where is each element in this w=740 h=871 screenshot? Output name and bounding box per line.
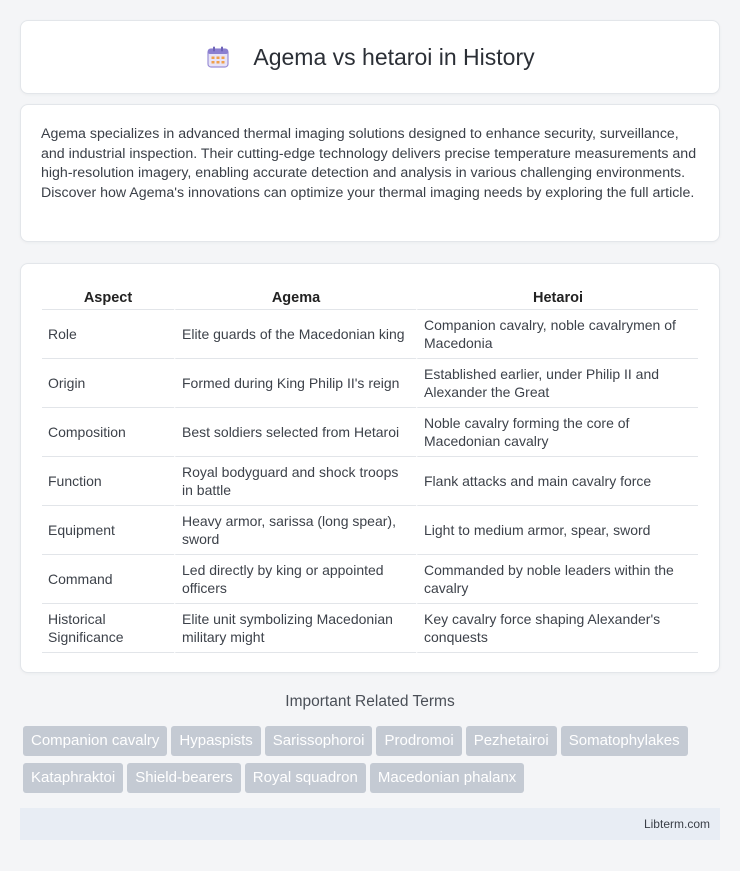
related-terms-list — [23, 726, 723, 800]
related-term-tag[interactable]: Pezhetairoi — [466, 726, 557, 756]
header-agema: Agema — [174, 284, 416, 310]
footer-site-link[interactable]: Libterm.com — [643, 817, 710, 831]
aspect-cell: Origin — [42, 359, 174, 408]
table-row — [42, 555, 698, 604]
agema-cell: Royal bodyguard and shock troops in battle — [174, 457, 416, 506]
related-term-tag[interactable]: Hypaspists — [171, 726, 260, 756]
agema-cell: Led directly by king or appointed officers — [174, 555, 416, 604]
table-row — [42, 604, 698, 653]
related-term-tag[interactable]: Somatophylakes — [561, 726, 688, 756]
header-card — [20, 20, 720, 94]
related-term-tag[interactable]: Macedonian phalanx — [370, 763, 524, 793]
agema-cell: Best soldiers selected from Hetaroi — [174, 408, 416, 457]
table-row — [42, 310, 698, 359]
aspect-cell: Historical Significance — [42, 604, 174, 653]
related-term-tag[interactable]: Companion cavalry — [23, 726, 167, 756]
table-row — [42, 359, 698, 408]
hetaroi-cell: Noble cavalry forming the core of Macedonian cavalry — [416, 408, 698, 457]
table-row — [42, 457, 698, 506]
calendar-icon — [205, 44, 231, 70]
aspect-cell: Equipment — [42, 506, 174, 555]
hetaroi-cell: Established earlier, under Philip II and Alexander the Great — [416, 359, 698, 408]
related-term-tag[interactable]: Royal squadron — [245, 763, 366, 793]
page-title: Agema vs hetaroi in History — [253, 43, 535, 70]
comparison-table — [42, 284, 698, 653]
aspect-cell: Role — [42, 310, 174, 359]
hetaroi-cell: Commanded by noble leaders within the cavalry — [416, 555, 698, 604]
hetaroi-cell: Flank attacks and main cavalry force — [416, 457, 698, 506]
comparison-card — [20, 263, 720, 673]
table-row — [42, 506, 698, 555]
hetaroi-cell: Key cavalry force shaping Alexander's conquests — [416, 604, 698, 653]
agema-cell: Heavy armor, sarissa (long spear), sword — [174, 506, 416, 555]
table-row — [42, 408, 698, 457]
agema-cell: Elite guards of the Macedonian king — [174, 310, 416, 359]
hetaroi-cell: Companion cavalry, noble cavalrymen of Macedonia — [416, 310, 698, 359]
table-header-row — [42, 284, 698, 310]
related-term-tag[interactable]: Kataphraktoi — [23, 763, 123, 793]
aspect-cell: Command — [42, 555, 174, 604]
related-term-tag[interactable]: Prodromoi — [376, 726, 461, 756]
agema-cell: Elite unit symbolizing Macedonian military might — [174, 604, 416, 653]
header-aspect: Aspect — [42, 284, 174, 310]
related-terms-title: Important Related Terms — [285, 693, 455, 710]
intro-card — [20, 104, 720, 242]
intro-text: Agema specializes in advanced thermal imaging solutions designed to enhance security, surveillance, and industrial inspection. Their cutting-edge technology delivers precise temperature measurements and high-resolution imagery, enabling accurate detection and analysis in various challenging environments. Discover how Agema's innovations can optimize your thermal imaging needs by exploring the full article. — [41, 126, 697, 201]
header-hetaroi: Hetaroi — [416, 284, 698, 310]
agema-cell: Formed during King Philip II's reign — [174, 359, 416, 408]
aspect-cell: Composition — [42, 408, 174, 457]
footer — [20, 808, 720, 840]
related-term-tag[interactable]: Sarissophoroi — [265, 726, 373, 756]
hetaroi-cell: Light to medium armor, spear, sword — [416, 506, 698, 555]
aspect-cell: Function — [42, 457, 174, 506]
related-term-tag[interactable]: Shield-bearers — [127, 763, 241, 793]
